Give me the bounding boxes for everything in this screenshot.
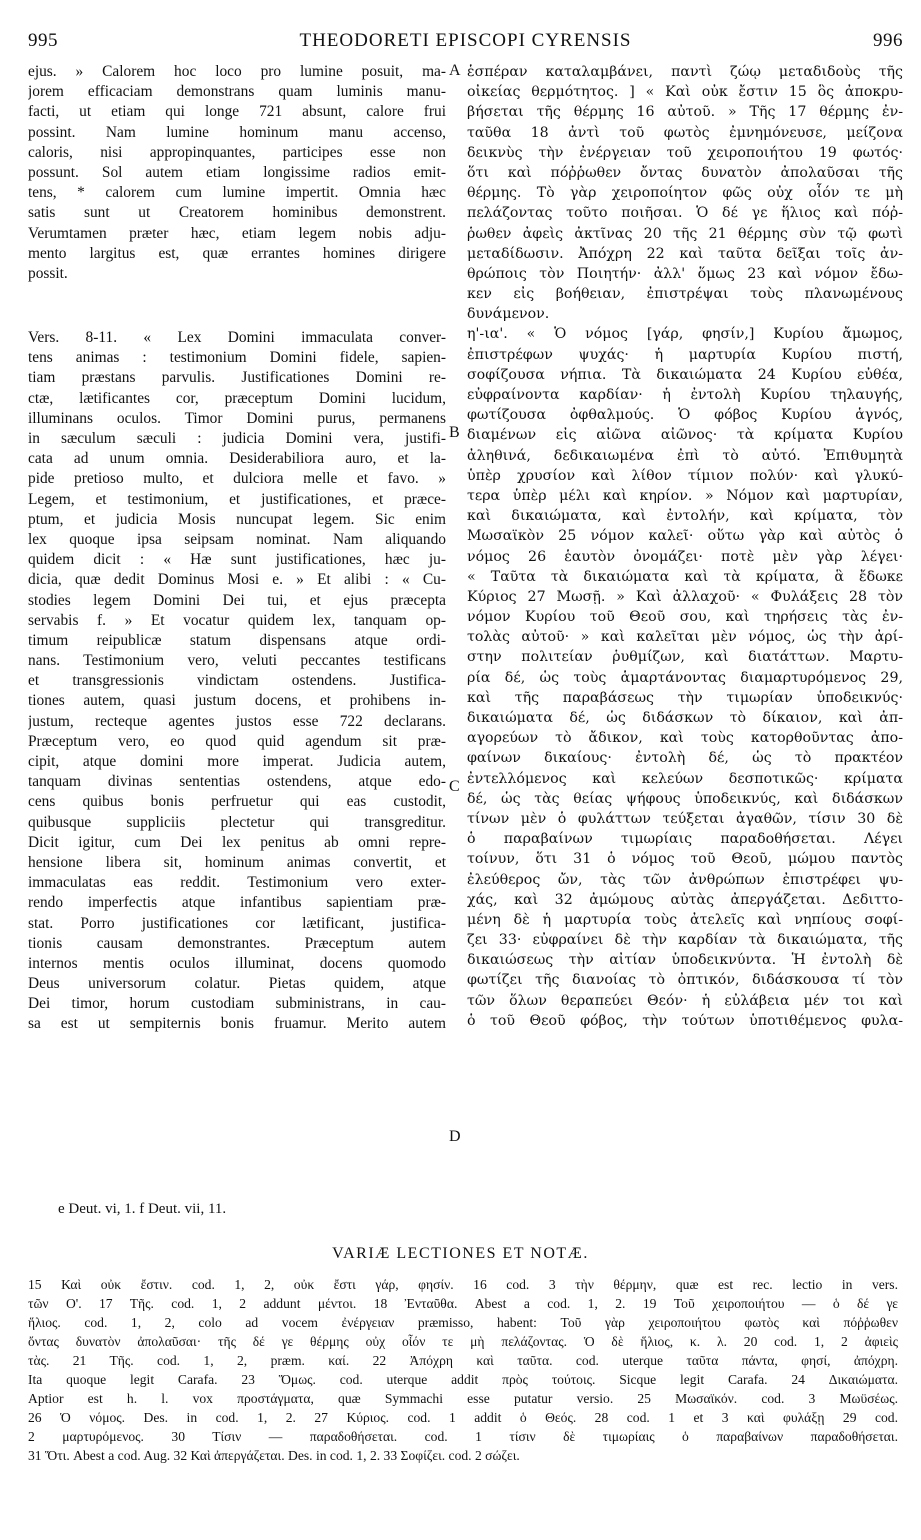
- text-line: ζει 33· εὐφραίνει δὲ τὴν καρδίαν τὰ δικαιώματα, τῆς: [467, 932, 903, 949]
- text-line: ρία δέ, ὡς τοὺς ἁμαρτάνοντας διαμαρτυρόμενος 29,: [467, 669, 903, 686]
- text-line: facti, ut etiam qui longe 721 absunt, calore frui: [28, 103, 446, 121]
- text-line: cens quibus bonis perfruetur qui eas custodit,: [28, 793, 446, 811]
- text-line: stat. Porro justificationes cor lætificant, justifica-: [28, 914, 446, 932]
- text-line: εὐφραίνοντα καρδίαν· ἡ ἐντολὴ Κυρίου τηλαυγής,: [467, 387, 903, 403]
- text-line: tiones autem, quasi justum docens, et prohibens in-: [28, 692, 446, 710]
- text-line: δικαιώσεως τὴν αἰτίαν ὑποδεικνύντα. Ἡ ἐντολὴ δὲ: [467, 952, 903, 969]
- paragraph-gap: [28, 284, 446, 328]
- margin-marker-c: C: [449, 778, 460, 795]
- text-line: ὅτι καὶ πόῤῥωθεν ὄντας δυνατὸν ἀπολαῦσαι τῆς: [467, 164, 903, 181]
- text-line: cipit, atque domini more imperat. Judicia autem,: [28, 753, 446, 770]
- text-line: ptum, et judicia Mosis nuncupat legem. Sic enim: [28, 510, 446, 528]
- text-line: δεικνὺς τὴν ἐνέργειαν τοῦ χειροποιήτου 19 φωτός·: [467, 144, 903, 161]
- text-line: tanquam divinas sententias ostendens, atque edo-: [28, 773, 446, 791]
- text-line: internos mentis oculos illuminat, docens quomodo: [28, 954, 446, 972]
- text-line: servabis f. » Et vocatur quidem lex, tanquam op-: [28, 611, 446, 629]
- text-line: πελάζοντας τοῦτο ποιῆσαι. Ὁ δέ γε ἥλιος καὶ πόῤ-: [467, 205, 903, 222]
- text-line: Κύριος 27 Μωσῇ. » Καὶ ἀλλαχοῦ· « Φυλάξεις 28 τὸν: [467, 588, 903, 605]
- text-line: ἀληθινά, δεδικαιωμένα ἐπὶ τὸ αὐτό. Ἐπιθυμητὰ: [467, 447, 903, 464]
- margin-marker-b: B: [449, 424, 460, 441]
- text-line: ἐπιστρέφων ψυχάς· ἡ μαρτυρία Κυρίου πιστή,: [467, 346, 903, 363]
- text-line: αγορεύων τὸ ἄδικον, καὶ τοὺς κατορθοῦντας ἀπο-: [467, 730, 903, 747]
- text-line: βήσεται τῆς θέρμης 16 αὐτοῦ. » Τῆς 17 θέρμης ἐν-: [467, 104, 903, 121]
- text-line: quibusque suppliciis plectetur qui transgreditur.: [28, 813, 446, 831]
- text-line: et transgressionis vindictam ostendens. Justifica-: [28, 672, 446, 690]
- text-line: rendo imperfectis atque infantibus sapientiam præ-: [28, 894, 446, 912]
- text-line: mento largitus est, quæ errantes homines dirigere: [28, 244, 446, 262]
- text-line: immaculatas eas reddit. Testimonium vero exter-: [28, 874, 446, 892]
- text-line: φωτίζουσα ὀφθαλμούς. Ὁ φόβος Κυρίου ἁγνός,: [467, 407, 903, 424]
- text-line: tens, * calorem cum lumine impertit. Omnia hæc: [28, 184, 446, 202]
- right-page-number: 996: [873, 30, 903, 51]
- text-line: Verumtamen præter hæc, etiam legem nobis adju-: [28, 224, 446, 242]
- text-line: ῥωθεν ἀφεὶς ἀκτῖνας 20 τῆς 21 θέρμης σὺν τῷ φωτὶ: [467, 225, 903, 242]
- text-line: justum, recteque agentes justos esse 722 declarans.: [28, 712, 446, 730]
- text-line: cata ad unum omnia. Desiderabiliora auro, et la-: [28, 450, 446, 468]
- text-line: possunt. Sol autem etiam longissime radios emit-: [28, 163, 446, 181]
- note-line: ἥλιος. cod. 1, 2, colo ad vocem ἐνέργειαν præmisso, habent: Τοῦ γὰρ χειροποιήτου φωτὸς καὶ πόῤῥωθεν: [28, 1315, 898, 1330]
- text-line: οἰκείας θερμότητος. ] « Καὶ οὐκ ἔστιν 15 ὃς ἀποκρυ-: [467, 84, 903, 101]
- text-line: ὑπὲρ χρυσίον καὶ λίθον τίμιον πολύν· καὶ γλυκύ-: [467, 467, 903, 484]
- text-line: ἑσπέραν καταλαμβάνει, παντὶ ζώῳ μεταδιδοὺς τῆς: [467, 64, 903, 80]
- text-line: Dicit igitur, cum Dei lex penitus ab omni repre-: [28, 833, 446, 851]
- text-line: ὁ παραβαίνων τιμωρίαις παραδοθήσεται. Λέγει: [467, 831, 903, 848]
- text-line: tiam præstans parvulis. Justificationes Domini re-: [28, 369, 446, 387]
- text-line: dicia, quæ dedit Dominus Mosi e. » Et alibi : « Cu-: [28, 571, 446, 589]
- text-line: sa est ut sempiternis bonis fruamur. Merito autem: [28, 1015, 446, 1033]
- text-line: ταῦθα 18 ἀντὶ τοῦ φωτὸς ἐμνημόνευσε, μείζονα: [467, 124, 903, 141]
- text-line: hensione libera sit, hominum animas convertit, et: [28, 853, 446, 871]
- note-line: 2 μαρτυρόμενος. 30 Τίσιν — παραδοθήσεται. cod. 1 τίσιν δὲ τιμωρίαις ὁ παραβαίνων παραδοθήσεται.: [28, 1429, 898, 1444]
- text-line: possint. Nam lumine hominum manu accenso,: [28, 123, 446, 141]
- note-line: ὄντας δυνατὸν ἀπολαῦσαι· τῆς δέ γε θέρμης οὐχ οἷόν τε μὴ πελάζοντας. Ὁ δὲ ἥλιος, κ. λ. 20 cod. 1, 2 ἀφιεὶς: [28, 1334, 898, 1349]
- margin-marker-a: A: [449, 62, 461, 79]
- text-line: μένη δὲ ἡ μαρτυρία τοὺς ἀτελεῖς καὶ νηπίους σοφί-: [467, 911, 903, 928]
- scripture-footnotes: e Deut. vi, 1. f Deut. vii, 11.: [58, 1201, 227, 1217]
- text-line: tionis causam demonstrantes. Præceptum autem: [28, 934, 446, 952]
- text-line: ἐντελλόμενος καὶ κελεύων δεσποτικῶς· κρίματα: [467, 770, 903, 787]
- text-line: quidem dicit : « Hæ sunt justificationes, hæc ju-: [28, 551, 446, 569]
- text-line: nans. Testimonium vero, veluti peccantes testificans: [28, 652, 446, 670]
- note-line: 15 Καὶ οὐκ ἔστιν. cod. 1, 2, οὐκ ἔστι γάρ, φησίν. 16 cod. 3 τὴν θέρμην, quæ est rec. lectio in vers.: [28, 1277, 898, 1292]
- margin-marker-d: D: [449, 1128, 461, 1145]
- text-line: δικαιώματα δέ, ὡς διδάσκων τὸ δίκαιον, καὶ ἀπ-: [467, 710, 903, 726]
- text-line: χάς, καὶ 32 ἀμώμους αὐτὰς ἀπεργάζεται. Δεδιττο-: [467, 891, 903, 908]
- note-line: τῶν Ο'. 17 Τῆς. cod. 1, 2 addunt μέντοι. 18 Ἐνταῦθα. Abest a cod. 1, 2. 19 Τοῦ χειροποιήτου — ὁ δέ γε: [28, 1296, 898, 1311]
- variant-readings-notes: [28, 1275, 898, 1465]
- text-line: θέρμης. Τὸ γὰρ χειροποίητον φῶς οὐχ οἷόν τε μὴ: [467, 185, 903, 202]
- text-line: « Ταῦτα τὰ δικαιώματα καὶ τὰ κρίματα, ἃ ἔδωκε: [467, 568, 903, 585]
- text-line: Μωσαϊκὸν 25 νόμον καλεῖ· οὕτω γὰρ καὶ αὐτὸς ὁ: [467, 528, 903, 545]
- text-line: τῶν ὅλων θεραπεύει Θεόν· ἡ εὐλάβεια μέν τοι καὶ: [467, 992, 903, 1009]
- text-line: ὁ τοῦ Θεοῦ φόβος, τὴν τούτων ὑποτιθέμενος φυλα-: [467, 1012, 903, 1029]
- text-line: ctæ, lætificantes cor, præceptum Domini lucidum,: [28, 389, 446, 407]
- text-line: στην πολιτείαν ῥυθμίζων, καὶ διατάττων. Μαρτυ-: [467, 649, 903, 666]
- notes-heading: VARIÆ LECTIONES ET NOTÆ.: [332, 1245, 589, 1262]
- text-line: possit.: [28, 264, 68, 282]
- text-line: δέ, ὡς τὰς θείας ψήφους ὑποδεικνύς, καὶ διδάσκων: [467, 790, 903, 807]
- text-line: satis sunt ut Creatorem hominibus demonstrent.: [28, 204, 446, 222]
- note-line: Aptior est h. l. vox προστάγματα, quæ Symmachi esse putatur versio. 25 Μωσαϊκόν. cod. 3 Μωϋσέως.: [28, 1391, 898, 1406]
- text-line: θρώποις τὸν Ποιητήν· ἀλλ' ὅμως 23 καὶ νόμον ἔδω-: [467, 265, 903, 282]
- text-line: Dei timor, horum custodiam subministrans, in cau-: [28, 995, 446, 1013]
- text-line: Deus universorum colatur. Pietas quidem, atque: [28, 975, 446, 993]
- text-line: καὶ τῆς παραβάσεως τὴν τιμωρίαν ὑποδεικνύς·: [467, 689, 903, 706]
- text-line: νόμον Κυρίου τοῦ Θεοῦ σου, καὶ τηρήσεις τὰς ἐν-: [467, 609, 903, 626]
- text-line: σοφίζουσα νήπια. Τὰ δικαιώματα 24 Κυρίου εὐθέα,: [467, 366, 903, 383]
- text-line: τερα ὑπὲρ μέλι καὶ κηρίον. » Νόμον καὶ μαρτυρίαν,: [467, 487, 903, 504]
- text-line: lex quoque ipsa seipsam nominat. Nam aliquando: [28, 530, 446, 548]
- note-line: Ita quoque legit Carafa. 23 Ὅμως. cod. uterque addit πρὸς τούτοις. Sicque legit Carafa. 24 Δικαιώματα.: [28, 1372, 898, 1387]
- text-line: Vers. 8-11. « Lex Domini immaculata conver-: [28, 329, 446, 347]
- greek-column: [467, 62, 903, 1031]
- text-line: ejus. » Calorem hoc loco pro lumine posuit, ma-: [28, 63, 446, 80]
- text-line: καὶ δικαιώματα, καὶ ἐντολήν, καὶ κρίματα, τὸν: [467, 508, 903, 525]
- text-line: νόμος 26 ἑαυτὸν ὀνομάζει· ποτὲ μὲν γὰρ λέγει·: [467, 548, 903, 565]
- text-line: caloris, nisi appropinquantes, participes esse non: [28, 143, 446, 161]
- text-line: jorem efficaciam demonstrans quam luminis manu-: [28, 83, 446, 101]
- running-title: THEODORETI EPISCOPI CYRENSIS: [299, 30, 632, 51]
- left-page-number: 995: [28, 30, 58, 51]
- text-line: stodies legem Domini Dei tui, et ejus præcepta: [28, 591, 446, 609]
- text-line: timum reipublicæ statum dispensans atque ordi-: [28, 631, 446, 649]
- note-line: 31 Ὅτι. Abest a cod. Aug. 32 Καὶ ἀπεργάζεται. Des. in cod. 1, 2. 33 Σοφίζει. cod. 2 σώζει.: [28, 1448, 520, 1463]
- text-line: Præceptum vero, eo quod quid agendum sit præ-: [28, 732, 446, 750]
- text-line: φωτίζει τῆς διανοίας τὸ ὀπτικόν, διδάσκουσα τί τὸν: [467, 972, 903, 989]
- text-line: tens animas : testimonium Domini fidele, sapien-: [28, 349, 446, 367]
- text-line: pide pretioso multo, et dulciora melle et favo. »: [28, 470, 446, 488]
- text-line: illuminans oculos. Timor Domini purus, permanens: [28, 409, 446, 427]
- text-line: in sæculum sæculi : judicia Domini vera, justifi-: [28, 430, 446, 447]
- note-line: τὰς. 21 Τῆς. cod. 1, 2, præm. καί. 22 Ἀπόχρη καὶ ταῦτα. cod. uterque ταῦτα πάντα, φησί, ἀπόχρη.: [28, 1353, 898, 1368]
- text-line: τολὰς αὐτοῦ· » καὶ καλεῖται μὲν νόμος, ὡς τὴν ἀρί-: [467, 629, 903, 646]
- latin-column: [28, 62, 446, 1035]
- text-line: ἐλεύθερος ὤν, τὰς τῶν ἀνθρώπων ἐπιστρέφει ψυ-: [467, 871, 903, 888]
- page-header: [28, 30, 903, 56]
- text-line: η'-ια'. « Ὁ νόμος [γάρ, φησίν,] Κυρίου ἄμωμος,: [467, 326, 903, 343]
- text-line: Legem, et testimonium, et justificationes, et præce-: [28, 490, 446, 508]
- text-line: μεταδίδωσιν. Ἀπόχρη 22 καὶ ταῦτα δεῖξαι τοῖς ἀν-: [467, 245, 903, 262]
- text-line: φαίνων δικαίους· ἐντολὴ δέ, ὡς τὸ πρακτέον: [467, 750, 903, 767]
- text-line: δυνάμενον.: [467, 306, 550, 323]
- text-line: κεν εἰς βοήθειαν, ἐπιστρέψαι τοὺς πλανωμένους: [467, 286, 903, 303]
- text-line: τοίνυν, ὅτι 31 ὁ νόμος τοῦ Θεοῦ, μώμου παντὸς: [467, 851, 903, 868]
- text-line: τίνων μὲν ὁ φυλάττων τεύξεται ἀγαθῶν, τίσιν 30 δὲ: [467, 810, 903, 827]
- note-line: 26 Ὁ νόμος. Des. in cod. 1, 2. 27 Κύριος. cod. 1 addit ὁ Θεός. 28 cod. 1 et 3 καὶ φυλάξῃ 29 cod.: [28, 1410, 898, 1425]
- text-line: διαμένων εἰς αἰῶνα αἰῶνος· τὰ κρίματα Κυρίου: [467, 427, 903, 444]
